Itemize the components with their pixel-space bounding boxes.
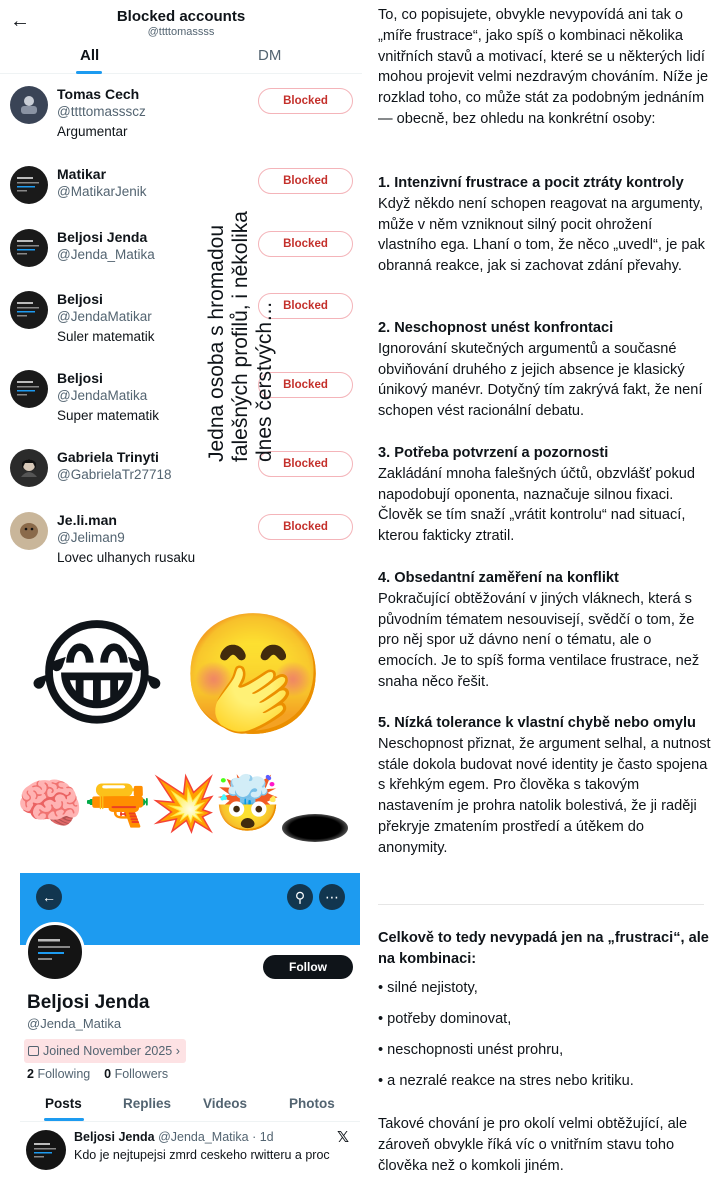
following-label[interactable]: Following [37,1067,91,1081]
summary-bullet: • neschopnosti unést prohru, [378,1042,564,1058]
avatar [10,229,48,267]
profile-handle: @Jenda_Matika [27,1016,122,1031]
account-bio: Super matematik [57,408,160,423]
avatar [10,370,48,408]
account-name: Je.li.man [57,512,117,528]
article-intro: To, co popisujete, obvykle nevypovídá ani tak o „míře frustrace“, jako spíš o kombinaci několika vnitřních stavů a motivací, které se u některých lidí mohou projevit velmi nezdravým chováním. Níže je rozklad toho, co může stát za podobným jednáním — obecně, bez ohledu na konkrétní osoby: [378,7,709,127]
avatar-animal-icon [15,520,43,540]
exploding-head-emoji-icon: 🤯 [214,774,282,834]
blocked-header [0,0,362,44]
bullet-text: potřeby dominovat, [387,1011,512,1027]
post-avatar[interactable] [26,1130,66,1170]
search-icon[interactable]: ⚲ [287,884,313,910]
water-pistol-emoji-icon: 🔫 [84,774,152,834]
rotated-caption [205,182,285,462]
section-body: Ignorování skutečných argumentů a současné obviňování druhého z jejich absence je klasický únikový manévr. Dotyčný tím zakrývá fakt, že není schopen vést racionální debatu. [378,340,703,420]
x-logo-icon: 𝕏 [337,1129,350,1146]
tab-videos[interactable]: Videos [203,1096,248,1111]
section-heading: 3. Potřeba potvrzení a pozornosti [378,445,609,461]
summary-bullet: • potřeby dominovat, [378,1011,512,1027]
avatar-text-icon [15,174,43,194]
account-name: Beljosi [57,291,103,307]
account-handle: @MatikarJenik [57,184,147,199]
account-handle: @JendaMatikar [57,309,152,324]
avatar [10,166,48,204]
blocked-account-row[interactable] [0,512,362,582]
avatar-text-icon [15,299,43,319]
summary-bullet: • a nezralé reakce na stres nebo kritiku. [378,1073,634,1089]
hole-emoji-icon [282,814,348,842]
page-title: Blocked accounts [116,8,246,25]
avatar [10,86,48,124]
avatar-text-icon [32,1140,60,1160]
active-tab-indicator [76,71,102,74]
tab-dm[interactable]: DM [258,47,282,64]
tab-photos[interactable]: Photos [289,1096,335,1111]
post-author[interactable]: Beljosi Jenda [74,1130,155,1144]
avatar [10,512,48,550]
post-handle-time: @Jenda_Matika · 1d [158,1130,274,1144]
account-bio: Lovec ulhanych rusaku [57,550,196,565]
article-section [378,173,713,277]
blocked-account-row[interactable] [0,291,362,361]
section-body: Neschopnost přiznat, že argument selhal, a nutnost stále dokola budovat nové identity je často spojena s křehkým egem. Pro člověka s takovým nastavením je prohra natolik bolestivá, že ji raději překryje zmatením prostředí a útěkem do anonymity. [378,735,711,856]
blocked-tabs [0,44,362,74]
summary-heading: Celkově to tedy nevypadá jen na „frustraci“, ale na kombinaci: [378,930,709,967]
bullet-text: neschopnosti unést prohru, [387,1042,564,1058]
avatar-text-icon [15,378,43,398]
blocked-button[interactable]: Blocked [258,372,353,398]
tab-all[interactable]: All [80,47,100,64]
account-name: Matikar [57,166,107,182]
hand-over-mouth-emoji-icon: 🤭 [180,609,327,741]
article-section [378,568,713,693]
blocked-account-row[interactable] [0,449,362,519]
calendar-icon [28,1046,39,1056]
blocked-account-row[interactable] [0,229,362,299]
follow-counts [27,1067,168,1081]
account-name: Beljosi Jenda [57,229,148,245]
account-name: Tomas Cech [57,86,140,102]
blocked-account-row[interactable] [0,86,362,156]
avatar-portrait-icon [15,457,43,477]
avatar-figure-icon [15,94,43,114]
follow-button[interactable]: Follow [263,955,353,979]
tears-of-joy-emoji-icon: 😂 [28,609,166,741]
blocked-button[interactable]: Blocked [258,168,353,194]
tab-posts[interactable]: Posts [45,1096,82,1111]
back-arrow-icon[interactable]: ← [10,10,30,32]
followers-label[interactable]: Followers [114,1067,169,1081]
account-handle: @Jenda_Matika [57,247,155,262]
account-handle: @ttttomassscz [57,104,146,119]
post-text[interactable]: Kdo je nejtupejsi zmrd ceskeho rwitteru a proc [74,1148,330,1162]
article-conclusion: Takové chování je pro okolí velmi obtěžující, ale zároveň obvykle říká víc o vnitřním stavu toho člověka než o komkoli jiném. [378,1116,688,1174]
account-name: Beljosi [57,370,103,386]
bullet-text: a nezralé reakce na stres nebo kritiku. [387,1073,634,1089]
followers-count[interactable]: 0 [104,1067,112,1081]
account-bio: Suler matematik [57,329,155,344]
joined-date: Joined November 2025 [43,1044,173,1058]
caption-text: Jedna osoba s hromadou falešných profilů, i několika dnes čerstvých… [205,211,276,462]
avatar-text-icon [36,937,76,967]
section-body: Pokračující obtěžování v jiných vláknech, která s původním tématem nesouvisejí, svědčí o tom, že pro něj spor už dávno není o tématu, ale o emocích. Je to spíš forma ventilace frustrace, než snaha něco řešit. [378,590,700,690]
post-header [74,1130,274,1144]
article-section [378,713,713,859]
avatar-text-icon [15,237,43,257]
account-name: Gabriela Trinyti [57,449,159,465]
article-panel [363,0,722,1199]
section-heading: 4. Obsedantní zaměření na konflikt [378,570,619,586]
profile-name: Beljosi Jenda [27,992,150,1013]
blocked-account-row[interactable] [0,166,362,236]
account-handle: @JendaMatika [57,388,148,403]
back-arrow-icon[interactable]: ← [36,884,62,910]
account-handle: @Jeliman9 [57,530,125,545]
bullet-text: silné nejistoty, [387,980,478,996]
section-body: Zakládání mnoha falešných účtů, obzvlášť pokud napodobují oponenta, naznačuje silnou fixaci. Člověk se tím snaží „vrátit kontrolu“ nad situací, kterou fakticky ztratil. [378,465,695,545]
big-emoji-row [0,605,362,755]
blocked-button[interactable]: Blocked [258,293,353,319]
article-section [378,318,713,422]
brain-emoji-icon: 🧠 [16,774,84,834]
summary-bullet: • silné nejistoty, [378,980,478,996]
more-options-icon[interactable]: ⋯ [319,884,345,910]
account-bio: Argumentar [57,124,128,139]
section-divider [378,904,704,905]
collision-emoji-icon: 💥 [150,774,218,834]
section-heading: 5. Nízká tolerance k vlastní chybě nebo omylu [378,715,696,731]
section-body: Když někdo není schopen reagovat na argumenty, může v něm vzniknout silný pocit ohrožení vlastního ega. Lhaní o tom, že něco „uvedl“, je pak obranná reakce, jak si zachovat zdání převahy. [378,195,705,275]
blocked-account-row[interactable] [0,370,362,440]
profile-avatar[interactable] [25,922,85,982]
tab-replies[interactable]: Replies [123,1096,172,1111]
page-subtitle-handle: @ttttomassss [147,26,215,38]
blocked-button[interactable]: Blocked [258,514,353,540]
blocked-button[interactable]: Blocked [258,451,353,477]
tabs-divider [20,1121,360,1122]
section-heading: 2. Neschopnost unést konfrontaci [378,320,614,336]
article-section [378,443,713,547]
blocked-button[interactable]: Blocked [258,88,353,114]
following-count[interactable]: 2 [27,1067,34,1081]
chevron-right-icon: › [175,1044,180,1058]
section-heading: 1. Intenzivní frustrace a pocit ztráty kontroly [378,175,684,191]
blocked-button[interactable]: Blocked [258,231,353,257]
avatar [10,449,48,487]
joined-date-highlight [24,1039,186,1063]
account-handle: @GabrielaTr27718 [57,467,172,482]
avatar [10,291,48,329]
